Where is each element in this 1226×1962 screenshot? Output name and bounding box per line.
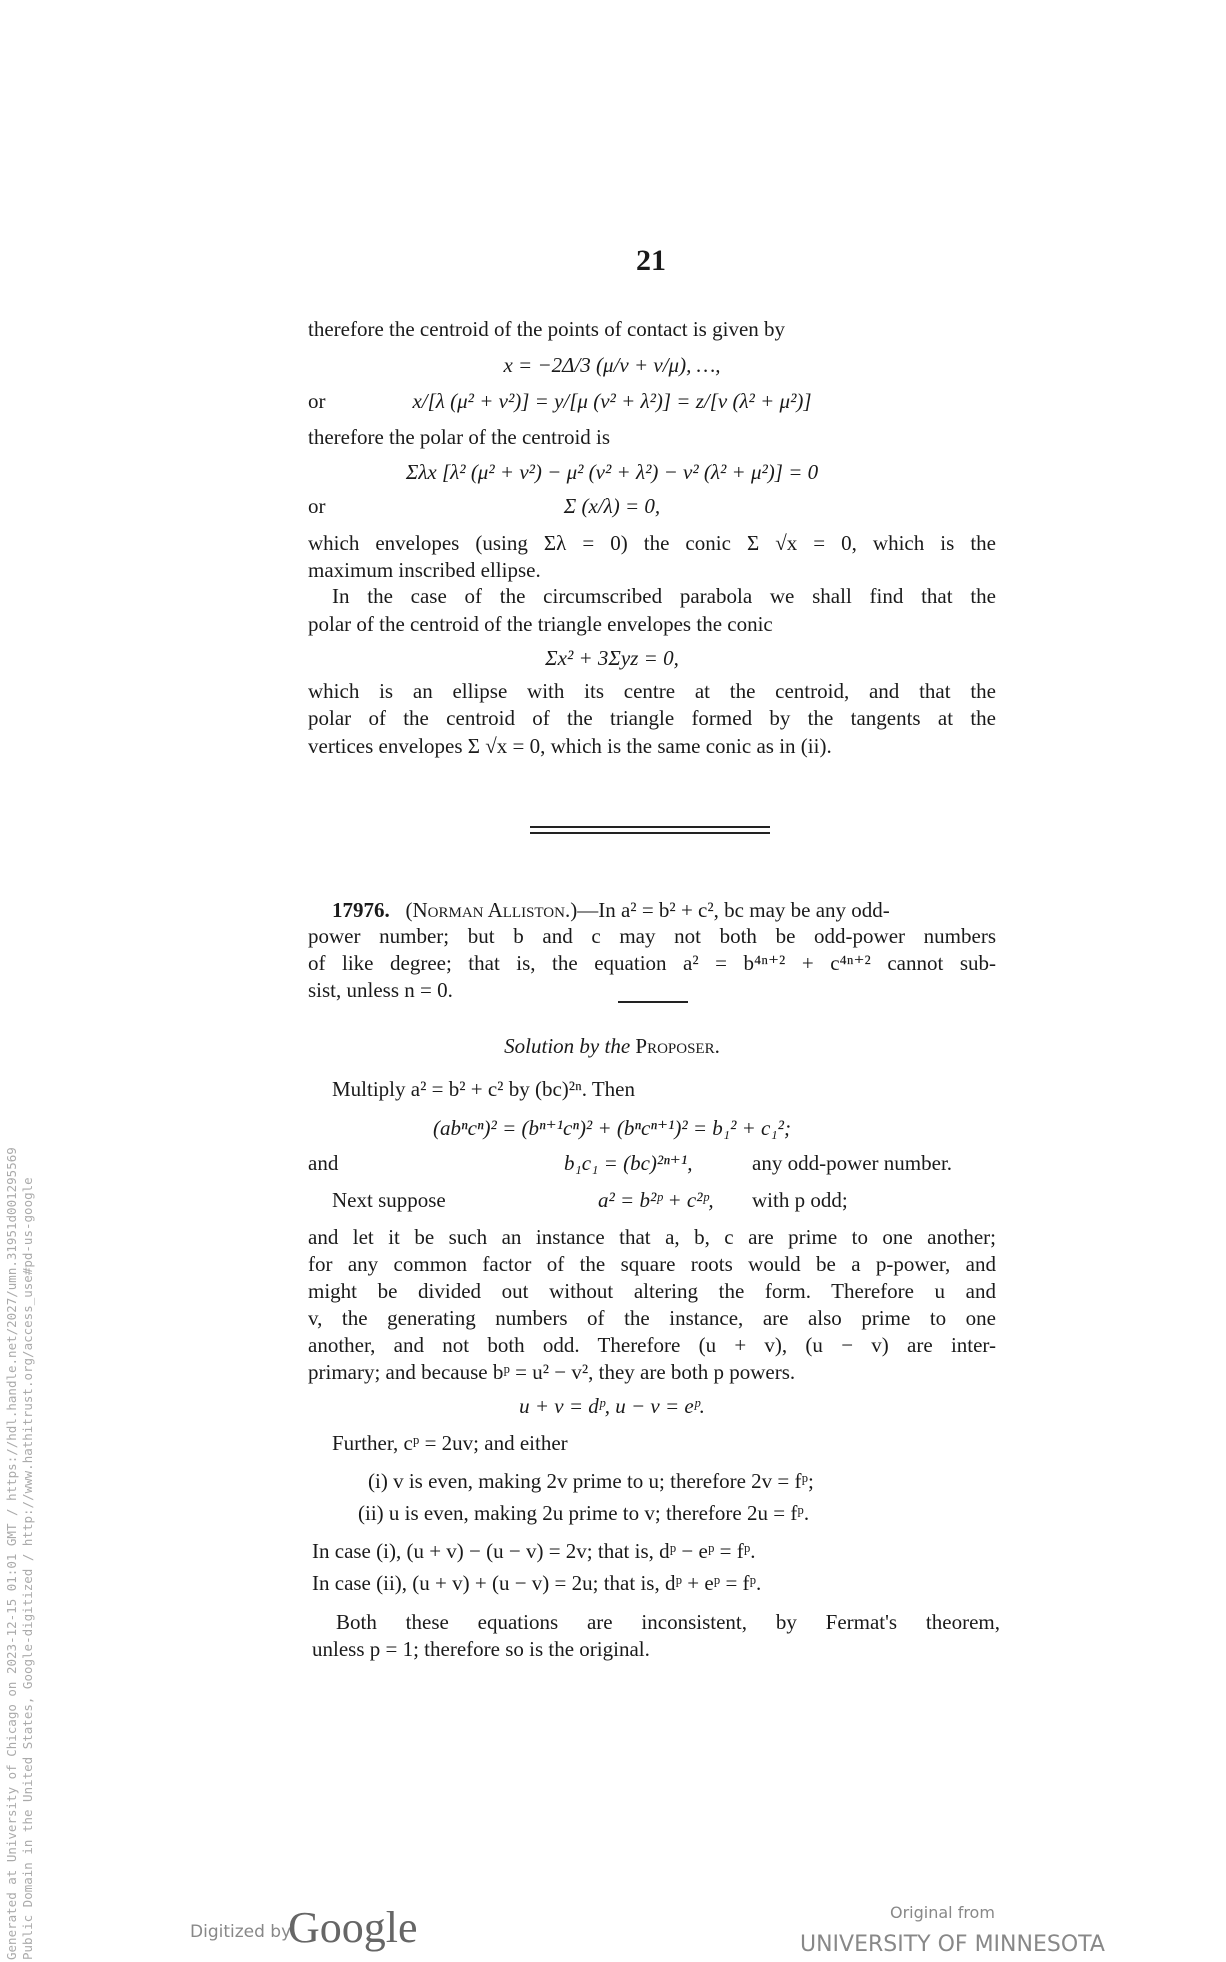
text-line: unless p = 1; therefore so is the original. (312, 1637, 650, 1661)
solution-heading (268, 1032, 956, 1060)
question-line: sist, unless n = 0. (308, 978, 453, 1002)
case-line: (i) v is even, making 2v prime to u; therefore 2v = fᵖ; (368, 1469, 814, 1493)
text-line: primary; and because bᵖ = u² − v², they are both p powers. (308, 1360, 796, 1384)
solution-heading-label: Solution by the (504, 1034, 631, 1058)
equation: a² = b²ᵖ + c²ᵖ, (598, 1188, 714, 1212)
hathitrust-watermark (4, 1147, 36, 1960)
equation: (abⁿcⁿ)² = (bⁿ⁺¹cⁿ)² + (bⁿcⁿ⁺¹)² = b₁² + c₁²; (433, 1116, 791, 1140)
case-line: (ii) u is even, making 2u prime to v; therefore 2u = fᵖ. (358, 1501, 810, 1525)
text-line: which is an ellipse with its centre at the centroid, and that the (308, 679, 996, 703)
original-from-label: Original from (890, 1903, 995, 1922)
equation: x = −2Δ/3 (μ/ν + ν/μ), …, (503, 353, 721, 377)
text-line: for any common factor of the square roots would be a p-power, and (308, 1252, 996, 1276)
question-proposer: (Norman Alliston.) (405, 898, 578, 922)
text-line: which envelopes (using Σλ = 0) the conic Σ √x = 0, which is the (308, 531, 996, 555)
text-line: polar of the centroid of the triangle envelopes the conic (308, 612, 773, 636)
text-line: Next suppose (332, 1188, 446, 1212)
text-line: vertices envelopes Σ √x = 0, which is the same conic as in (ii). (308, 734, 832, 758)
text-line: In case (i), (u + v) − (u − v) = 2v; that is, dᵖ − eᵖ = fᵖ. (312, 1539, 756, 1563)
question-line: of like degree; that is, the equation a² = b⁴ⁿ⁺² + c⁴ⁿ⁺² cannot sub- (308, 951, 996, 975)
watermark-line: Public Domain in the United States, Google-digitized / http://www.hathitrust.org/access_use#pd-us-google (20, 1177, 35, 1960)
text-line: therefore the polar of the centroid is (308, 425, 611, 449)
equation: b₁c₁ = (bc)²ⁿ⁺¹, (564, 1151, 693, 1175)
question-number: 17976. (332, 898, 390, 922)
text-line: and (308, 1151, 339, 1175)
question-line: power number; but b and c may not both be odd-power numbers (308, 924, 996, 948)
text-line: or (308, 494, 326, 518)
text-line: or (308, 389, 326, 413)
watermark-line: Generated at University of Chicago on 2023-12-15 01:01 GMT / https://hdl.handle.net/2027/umn.31951d001295569 (4, 1147, 19, 1960)
text-line: and let it be such an instance that a, b, c are prime to one another; (308, 1225, 996, 1249)
equation: x/[λ (μ² + ν²)] = y/[μ (ν² + λ²)] = z/[ν (λ² + μ²)] (412, 389, 812, 413)
text-line: Both these equations are inconsistent, by Fermat's theorem, (336, 1610, 1000, 1634)
equation: Σ (x/λ) = 0, (563, 494, 661, 518)
solution-heading-name: Proposer. (635, 1034, 720, 1058)
text-line: therefore the centroid of the points of contact is given by (308, 317, 786, 341)
text-line: In the case of the circumscribed parabola we shall find that the (332, 584, 996, 608)
short-rule (618, 1001, 688, 1003)
question-line (308, 896, 996, 924)
text-line: maximum inscribed ellipse. (308, 558, 541, 582)
question-text: —In a² = b² + c², bc may be any odd- (577, 898, 890, 922)
text-line: another, and not both odd. Therefore (u + v), (u − v) are inter- (308, 1333, 996, 1357)
page-number: 21 (636, 244, 666, 277)
institution-name: UNIVERSITY OF MINNESOTA (800, 1932, 1105, 1957)
text-line: Multiply a² = b² + c² by (bc)²ⁿ. Then (332, 1077, 635, 1101)
text-line: v, the generating numbers of the instance, are also prime to one (308, 1306, 996, 1330)
equation: Σx² + 3Σyz = 0, (545, 646, 679, 670)
equation: u + v = dᵖ, u − v = eᵖ. (519, 1394, 705, 1418)
google-logo: Google (288, 1903, 418, 1952)
text-line: polar of the centroid of the triangle formed by the tangents at the (308, 706, 996, 730)
section-divider (530, 826, 770, 828)
digitized-by-label: Digitized by (190, 1922, 292, 1942)
text-line: any odd-power number. (752, 1151, 953, 1175)
text-line: might be divided out without altering the form. Therefore u and (308, 1279, 996, 1303)
text-line: with p odd; (752, 1188, 848, 1212)
text-line: In case (ii), (u + v) + (u − v) = 2u; that is, dᵖ + eᵖ = fᵖ. (312, 1571, 762, 1595)
text-line: Further, cᵖ = 2uv; and either (332, 1431, 568, 1455)
section-divider (530, 832, 770, 834)
equation: Σλx [λ² (μ² + ν²) − μ² (ν² + λ²) − ν² (λ² + μ²)] = 0 (405, 460, 819, 484)
